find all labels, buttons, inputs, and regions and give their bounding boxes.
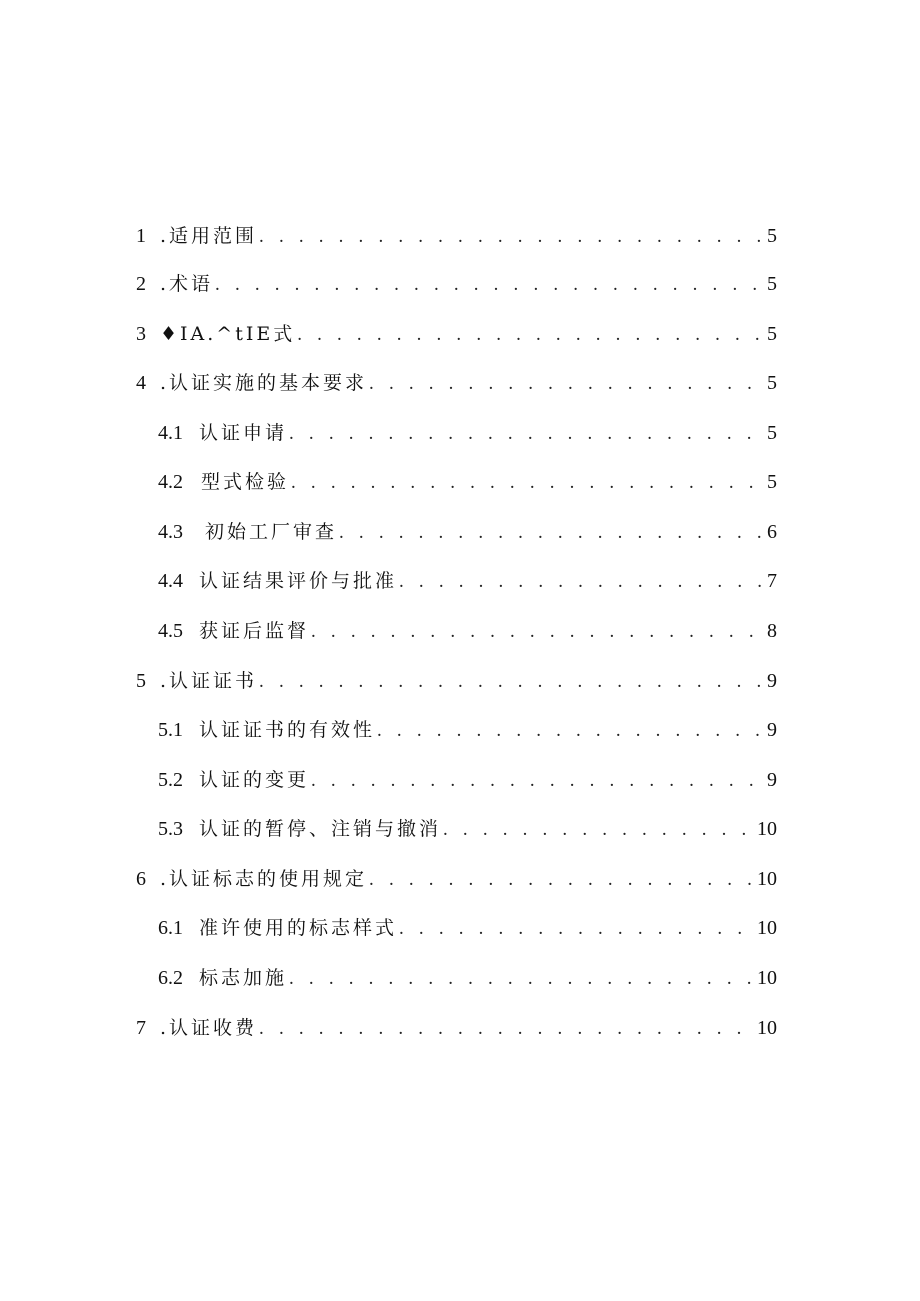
toc-entry-number: 5.2: [158, 769, 183, 791]
toc-entry[interactable]: [158, 418, 777, 448]
toc-dot-leader: [289, 964, 753, 994]
toc-entry-number: 6: [136, 868, 146, 890]
toc-entry-title: 认证证书的有效性: [199, 719, 376, 741]
toc-entry-title: .认证实施的基本要求: [160, 372, 368, 394]
toc-entry[interactable]: [158, 715, 777, 745]
toc-entry-page: 5: [767, 273, 777, 295]
toc-entry[interactable]: [158, 963, 777, 993]
toc-entry-title: 初始工厂审查: [205, 521, 338, 543]
toc-entry-page: 5: [767, 225, 777, 247]
toc-entry-number: 6.1: [158, 917, 183, 939]
toc-entry[interactable]: [158, 765, 777, 795]
toc-dot-leader: [311, 766, 763, 796]
toc-entry-page: 5: [767, 323, 777, 345]
toc-entry-page: 10: [757, 1017, 777, 1039]
toc-entry[interactable]: [158, 517, 777, 547]
toc-entry-number: 4.4: [158, 570, 183, 592]
toc-entry-title: 认证申请: [199, 422, 288, 444]
toc-dot-leader: [311, 617, 763, 647]
toc-entry[interactable]: [136, 269, 777, 299]
toc-entry-number: 4.5: [158, 620, 183, 642]
toc-entry[interactable]: [136, 666, 777, 696]
toc-entry-number: 5.1: [158, 719, 183, 741]
toc-entry-page: 10: [757, 818, 777, 840]
toc-dot-leader: [443, 815, 753, 845]
toc-entry-number: 5: [136, 670, 146, 692]
toc-entry-number: 4.2: [158, 471, 183, 493]
toc-entry-page: 6: [767, 521, 777, 543]
toc-entry-number: 4.3: [158, 521, 183, 543]
toc-dot-leader: [259, 222, 763, 252]
toc-entry[interactable]: [136, 864, 777, 894]
toc-entry[interactable]: [158, 566, 777, 596]
toc-entry-title: .认证标志的使用规定: [160, 868, 368, 890]
toc-entry-title: .认证收费: [160, 1017, 258, 1039]
toc-entry[interactable]: [158, 616, 777, 646]
toc-entry[interactable]: [158, 467, 777, 497]
toc-entry-number: 5.3: [158, 818, 183, 840]
toc-dot-leader: [399, 914, 753, 944]
toc-entry-title: 认证结果评价与批准: [199, 570, 398, 592]
toc-entry-title: 认证的变更: [199, 769, 310, 791]
toc-entry-title: 标志加施: [199, 967, 288, 989]
toc-entry[interactable]: [136, 221, 777, 251]
toc-entry-title: .术语: [160, 273, 214, 295]
toc-entry-title: 准许使用的标志样式: [199, 917, 398, 939]
toc-dot-leader: [291, 468, 763, 498]
toc-entry-page: 10: [757, 868, 777, 890]
toc-entry-number: 3: [136, 323, 146, 345]
toc-entry-number: 1: [136, 225, 146, 247]
toc-entry-title: 获证后监督: [199, 620, 310, 642]
toc-entry-number: 4: [136, 372, 146, 394]
toc-entry-number: 2: [136, 273, 146, 295]
toc-entry-page: 9: [767, 670, 777, 692]
toc-entry[interactable]: [158, 814, 777, 844]
toc-dot-leader: [339, 518, 763, 548]
toc-entry-page: 5: [767, 422, 777, 444]
toc-dot-leader: [297, 320, 763, 350]
toc-dot-leader: [369, 865, 753, 895]
toc-dot-leader: [369, 369, 763, 399]
toc-entry-page: 9: [767, 769, 777, 791]
toc-dot-leader: [259, 667, 763, 697]
toc-entry-page: 9: [767, 719, 777, 741]
toc-entry-number: 7: [136, 1017, 146, 1039]
toc-dot-leader: [215, 270, 763, 300]
toc-dot-leader: [377, 716, 763, 746]
toc-entry[interactable]: [136, 368, 777, 398]
toc-dot-leader: [289, 419, 763, 449]
toc-entry[interactable]: [158, 913, 777, 943]
toc-entry-title: 型式检验: [201, 471, 290, 493]
toc-dot-leader: [259, 1014, 753, 1044]
toc-entry-page: 8: [767, 620, 777, 642]
toc-entry-number: 4.1: [158, 422, 183, 444]
toc-entry[interactable]: [136, 1013, 777, 1043]
toc-entry-page: 5: [767, 471, 777, 493]
toc-entry-number: 6.2: [158, 967, 183, 989]
toc-entry-page: 7: [767, 570, 777, 592]
toc-entry-page: 10: [757, 917, 777, 939]
toc-entry-page: 5: [767, 372, 777, 394]
toc-entry-title: .适用范围: [160, 225, 258, 247]
toc-entry[interactable]: [136, 319, 777, 349]
toc-entry-title: 认证的暂停、注销与撤消: [199, 818, 442, 840]
toc-entry-title: .认证证书: [160, 670, 258, 692]
toc-entry-title: ♦IA.^tIE式: [160, 323, 296, 345]
toc-dot-leader: [399, 567, 763, 597]
toc-entry-page: 10: [757, 967, 777, 989]
